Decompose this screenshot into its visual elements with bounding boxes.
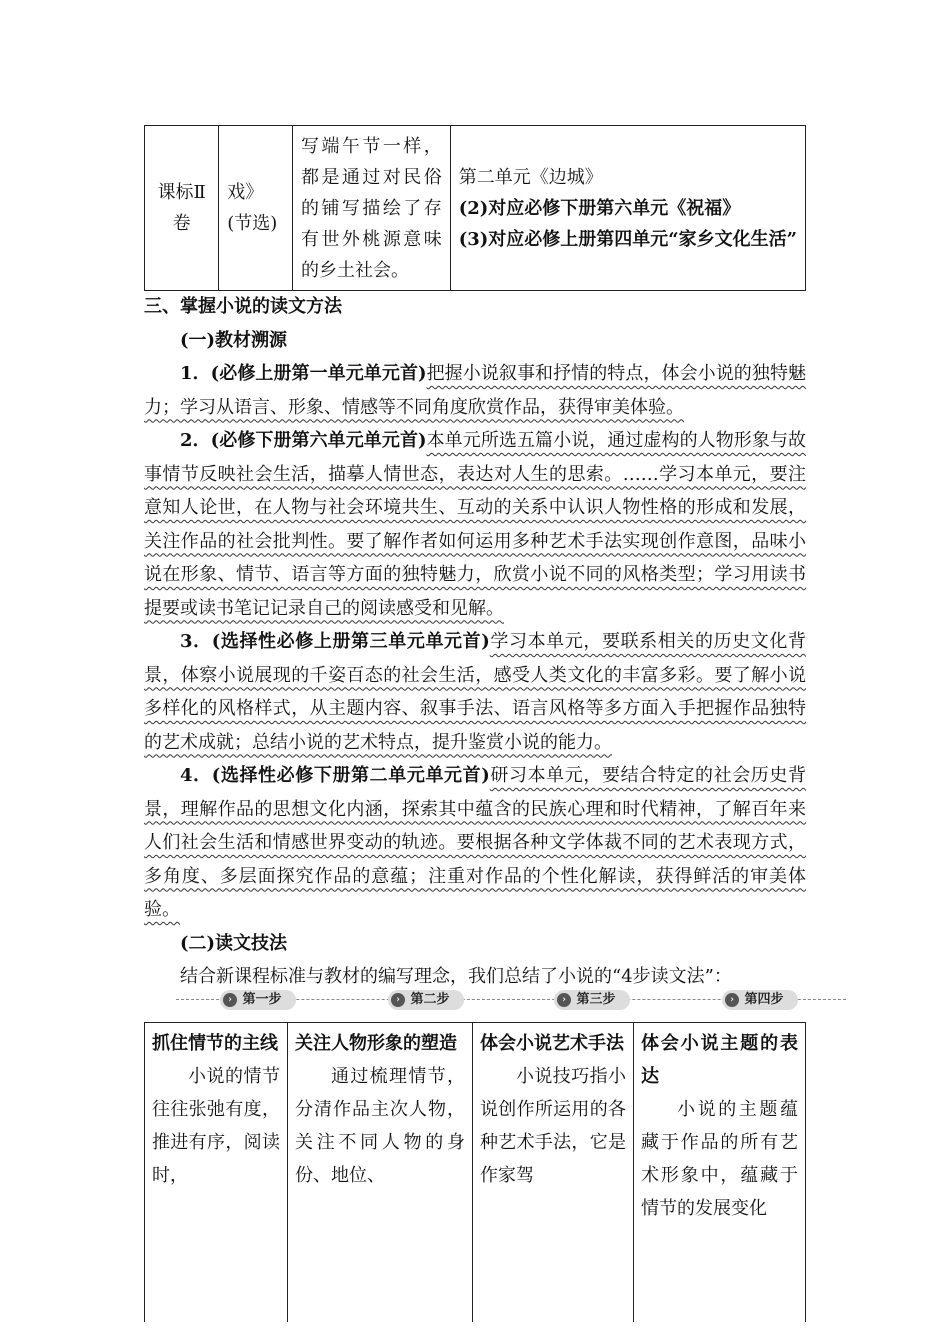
list-item — [144, 625, 806, 759]
step-title: 体会小说主题的表达 — [641, 1033, 798, 1087]
step-description: 小说技巧指小说创作所运用的各种艺术手法，它是作家驾 — [480, 1066, 626, 1186]
step-badge — [722, 990, 798, 1010]
step-column — [288, 1023, 473, 1323]
item-label: 1．(必修上册第一单元单元首) — [180, 363, 427, 384]
table-row — [145, 126, 806, 291]
exam-cell: 课标Ⅱ卷 — [145, 126, 219, 291]
item-text: 本单元所选五篇小说，通过虚构的人物形象与故事情节反映社会生活，描摹人情世态，表达对人生的思索。……学习本单元，要注意知人论世，在人物与社会环境共生、互动的关系中认识人物性格的形成和发展，关注作品的社会批判性。要了解作者如何运用多种艺术手法实现创作意图，品味小说在形象、情节、语言等方面的独特魅力，欣赏小说不同的风格类型；学习用读书提要或读书笔记记录自己的阅读感受和见解。 — [144, 430, 807, 619]
step-description: 通过梳理情节，分清作品主次人物，关注不同人物的身份、地位、 — [295, 1066, 465, 1186]
step-badge — [554, 990, 630, 1010]
step-title: 抓住情节的主线 — [152, 1033, 278, 1054]
item-label: 4．(选择性必修下册第二单元单元首) — [180, 765, 490, 786]
item-label: 2．(必修下册第六单元单元首) — [180, 430, 427, 451]
correspondence-line: (2)对应必修下册第六单元《祝福》 — [458, 197, 741, 219]
step-label: 第三步 — [576, 992, 616, 1007]
step-description: 小说的主题蕴藏于作品的所有艺术形象中，蕴藏于情节的发展变化 — [641, 1099, 798, 1219]
step-badge — [388, 990, 464, 1010]
list-item — [144, 357, 806, 424]
correspondence-line: (3)对应必修上册第四单元“家乡文化生活” — [458, 228, 797, 250]
step-column — [634, 1023, 806, 1323]
step-badge — [220, 990, 296, 1010]
title-cell: 戏》(节选) — [219, 126, 293, 291]
item-text: 把握小说叙事和抒情的特点，体会小说的独特魅力；学习从语言、形象、情感等不同角度欣赏作品，获得审美体验。 — [144, 363, 807, 418]
correspondence-line: 第二单元《边城》 — [458, 166, 603, 188]
steps-table — [144, 1022, 806, 1322]
intro-text: 结合新课程标准与教材的编写理念，我们总结了小说的“4步读文法”： — [180, 966, 732, 987]
subsection-heading: (二)读文技法 — [180, 932, 288, 954]
step-column — [473, 1023, 634, 1323]
step-label: 第一步 — [242, 992, 282, 1007]
description-cell: 写端午节一样，都是通过对民俗的铺写描绘了存有世外桃源意味的乡土社会。 — [292, 126, 450, 291]
exam-source-table — [144, 125, 806, 291]
step-bar — [176, 988, 846, 1012]
step-label: 第四步 — [744, 992, 784, 1007]
arrow-icon: › — [725, 993, 739, 1007]
list-item — [144, 759, 806, 927]
section-body — [144, 290, 806, 994]
table-row — [145, 1023, 806, 1323]
arrow-icon: › — [391, 993, 405, 1007]
step-title: 体会小说艺术手法 — [480, 1033, 624, 1054]
step-title: 关注人物形象的塑造 — [295, 1033, 457, 1054]
item-text: 学习本单元，要联系相关的历史文化背景，体察小说展现的千姿百态的社会生活，感受人类文化的丰富多彩。要了解小说多样化的风格样式，从主题内容、叙事手法、语言风格等多方面入手把握作品独特的艺术成就；总结小说的艺术特点，提升鉴赏小说的能力。 — [144, 631, 806, 753]
item-label: 3．(选择性必修上册第三单元单元首) — [180, 631, 490, 652]
step-column — [145, 1023, 288, 1323]
item-text: 研习本单元，要结合特定的社会历史背景，理解作品的思想文化内涵，探索其中蕴含的民族心理和时代精神，了解百年来人们社会生活和情感世界变动的轨迹。要根据各种文学体裁不同的艺术表现方式，多角度、多层面探究作品的意蕴；注重对作品的个性化解读，获得鲜活的审美体验。 — [144, 765, 806, 920]
list-item — [144, 424, 806, 625]
step-description: 小说的情节往往张弛有度，推进有序，阅读时， — [152, 1066, 280, 1186]
arrow-icon: › — [223, 993, 237, 1007]
arrow-icon: › — [557, 993, 571, 1007]
correspondence-cell — [450, 126, 805, 291]
subsection-heading: (一)教材溯源 — [180, 329, 288, 351]
section-heading: 三、掌握小说的读文方法 — [144, 296, 342, 317]
step-label: 第二步 — [410, 992, 450, 1007]
